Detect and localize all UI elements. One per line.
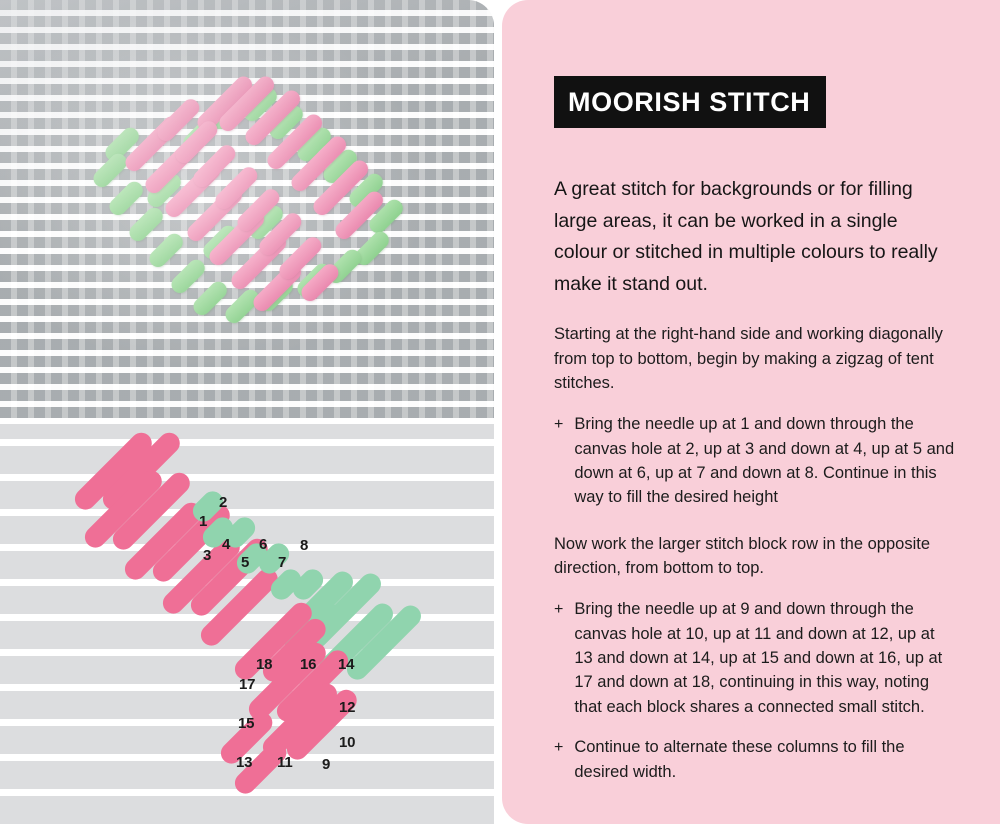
diagram-number: 7: [278, 554, 287, 571]
diagram-number: 1: [199, 513, 208, 530]
bullet-marker-icon: +: [554, 601, 564, 619]
diagram-number: 12: [339, 699, 356, 716]
diagram-number: 15: [238, 715, 255, 732]
bullet-marker-icon: +: [554, 739, 564, 757]
diagram-number: 14: [338, 656, 355, 673]
diagram-number: 2: [219, 494, 228, 511]
bullet-text: Bring the needle up at 1 and down through the canvas hole at 2, up at 3 and down at 4, up at 5 and down at 6, up at 7 and down at 8. Continue in this way to fill the desired height: [574, 415, 955, 507]
diagram-number: 10: [339, 734, 356, 751]
diagram-number: 17: [239, 676, 256, 693]
bullet-text: Continue to alternate these columns to fill the desired width.: [574, 738, 905, 781]
diagram-number: 13: [236, 754, 253, 771]
diagram-number: 18: [256, 656, 273, 673]
diagram-number: 8: [300, 537, 309, 554]
title-banner: [554, 58, 826, 146]
instruction-paragraph-2: Now work the larger stitch block row in the opposite direction, from bottom to top.: [554, 534, 931, 578]
stitch-diagram-panel: [0, 424, 494, 824]
bullet-marker-icon: +: [554, 416, 564, 434]
page-title: MOORISH STITCH: [554, 76, 826, 128]
diagram-number: 9: [322, 756, 331, 773]
instruction-bullet-1: [554, 412, 956, 510]
diagram-number: 4: [222, 536, 231, 553]
instruction-bullet-3: [554, 735, 956, 784]
diagram-number: 3: [203, 547, 212, 564]
diagram-number: 11: [277, 754, 293, 771]
bullet-text: Bring the needle up at 9 and down through the canvas hole at 10, up at 11 and down at 12, up at 13 and down at 14, up at 15 and down at 16, up at 17 and down at 18, continuing in this way, noting that each block shares a connected small stitch.: [574, 600, 943, 716]
diagram-number: 16: [300, 656, 317, 673]
left-column: [0, 0, 494, 824]
diagram-number: 6: [259, 536, 268, 553]
instruction-paragraph-1: Starting at the right-hand side and working diagonally from top to bottom, begin by making a zigzag of tent stitches.: [554, 325, 943, 393]
instructions-panel: [502, 0, 1000, 824]
photo-lighting-overlay: [0, 0, 494, 418]
instruction-bullet-2: [554, 597, 956, 719]
stitch-photo-panel: [0, 0, 494, 418]
diagram-number: 5: [241, 554, 250, 571]
intro-paragraph: A great stitch for backgrounds or for filling large areas, it can be worked in a single colour or stitched in multiple colours to really make it stand out.: [554, 178, 938, 295]
